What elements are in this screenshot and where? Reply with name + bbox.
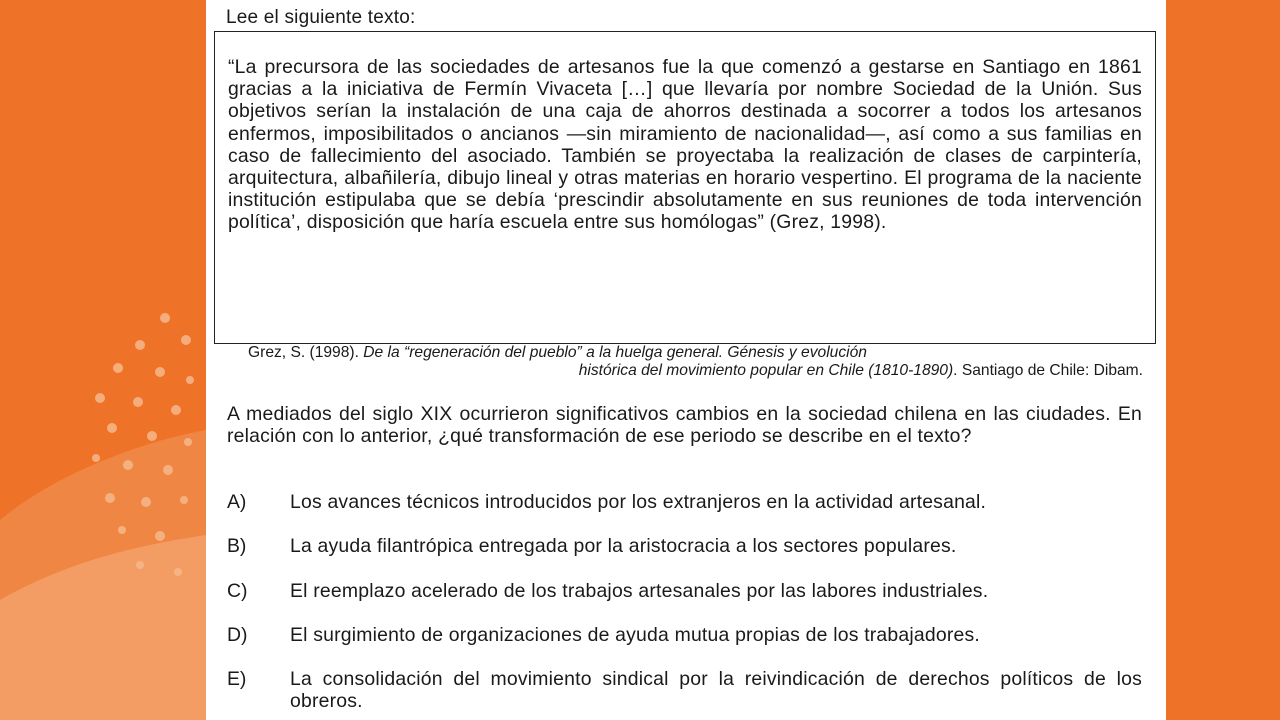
question-text: A mediados del siglo XIX ocurrieron significativos cambios en la sociedad chilena en las ciudades. En relación con lo anterior, ¿qué transformación de ese periodo se describe en el texto? (227, 403, 1142, 448)
intro-heading: Lee el siguiente texto: (226, 7, 416, 28)
option-b[interactable] (227, 535, 1142, 579)
option-letter: D) (227, 623, 248, 646)
option-a[interactable] (227, 491, 1142, 535)
citation-line-1 (236, 344, 1143, 362)
citation-title-part2: histórica del movimiento popular en Chile (1810-1890) (578, 362, 954, 379)
document-page (206, 0, 1166, 720)
option-text: El surgimiento de organizaciones de ayuda mutua propias de los trabajadores. (290, 623, 980, 646)
citation (236, 344, 1143, 380)
citation-title-part1: De la “regeneración del pueblo” a la huelga general. Génesis y evolución (363, 344, 867, 361)
citation-author: Grez, S. (1998). (248, 344, 359, 361)
option-d[interactable] (227, 624, 1142, 668)
option-text: Los avances técnicos introducidos por los extranjeros en la actividad artesanal. (290, 491, 987, 513)
option-letter: C) (227, 579, 248, 602)
option-letter: B) (227, 535, 247, 558)
option-letter: E) (227, 668, 247, 691)
answer-options (227, 491, 1142, 712)
quote-text: “La precursora de las sociedades de artesanos fue la que comenzó a gestarse en Santiago en 1861 gracias a la iniciativa de Fermín Vivaceta […] que llevaría por nombre Sociedad de la Unión. Sus objetivos serían la instalación de una caja de ahorros destinada a socorrer a todos los artesanos enfermos, imposibilitados o ancianos —sin miramiento de nacionalidad—, así como a sus familias en caso de fallecimiento del asociado. También se proyectaba la realización de clases de carpintería, arquitectura, albañilería, dibujo lineal y otras materias en horario vespertino. El programa de la naciente institución estipulaba que se debía ‘prescindir absolutamente en sus reuniones de toda intervención política’, disposición que haría escuela entre sus homólogas” (Grez, 1998). (228, 56, 1142, 234)
option-c[interactable] (227, 580, 1142, 624)
citation-publisher: . Santiago de Chile: Dibam. (953, 362, 1143, 379)
quote-box (214, 31, 1156, 344)
option-text: La consolidación del movimiento sindical por la reivindicación de derechos políticos de los obreros. (290, 668, 1142, 713)
option-text: El reemplazo acelerado de los trabajos artesanales por las labores industriales. (290, 579, 989, 602)
background-decoration (0, 0, 206, 720)
option-text: La ayuda filantrópica entregada por la aristocracia a los sectores populares. (290, 535, 957, 558)
option-e[interactable] (227, 668, 1142, 712)
option-letter: A) (227, 491, 247, 513)
citation-line-2 (579, 362, 1143, 379)
